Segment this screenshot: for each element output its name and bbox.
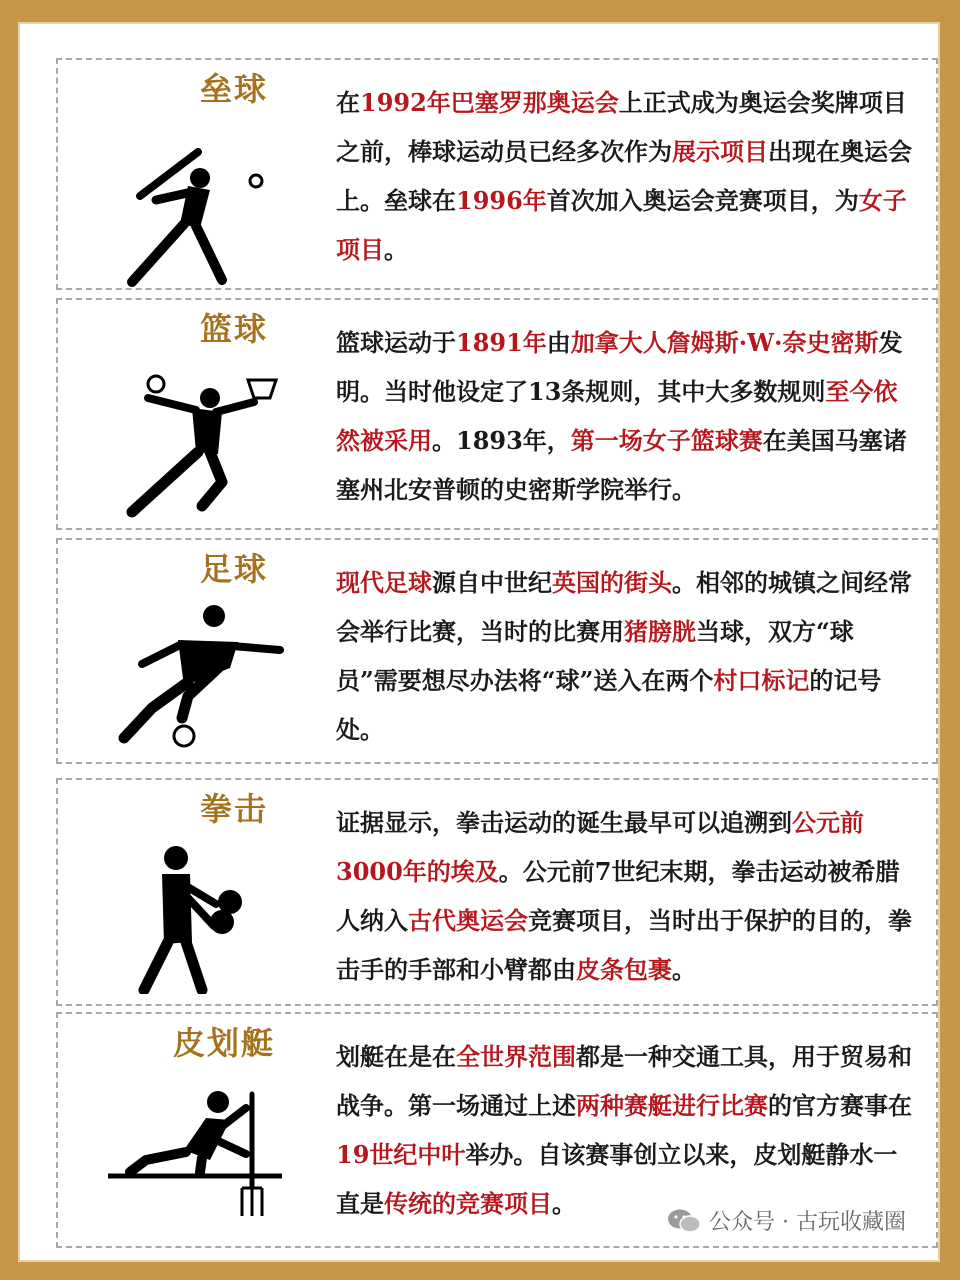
body-text-segment: 竞赛项目，当时出于保护的目的，拳击手的手部和小臂都由 (336, 906, 912, 984)
highlight-text: 英国的街头 (552, 568, 672, 597)
body-text-segment: 当球，双方“球员”需要想尽办法将“球”送入在两个 (336, 617, 854, 695)
card-description (336, 1032, 914, 1228)
highlight-text: 公元前3000年的埃及 (336, 808, 864, 886)
card-description (336, 798, 914, 994)
highlight-text: 19世纪中叶 (336, 1140, 466, 1169)
card-description (336, 558, 914, 754)
highlight-text: 皮条包裹 (576, 955, 672, 984)
card-title: 垒球 (199, 70, 268, 108)
card-title: 足球 (199, 550, 268, 588)
body-text-segment: 。1893年， (432, 426, 571, 455)
highlight-text: 村口标记 (713, 666, 810, 695)
highlight-text: 1996年 (456, 186, 547, 215)
body-text-segment: 首次加入奥运会竞赛项目，为 (546, 186, 859, 215)
basketball-player-icon (118, 372, 278, 522)
highlight-text: 1992年巴塞罗那奥运会 (360, 88, 619, 117)
highlight-text: 现代足球 (336, 568, 432, 597)
highlight-text: 第一场女子篮球赛 (570, 426, 763, 455)
highlight-text: 传统的竞赛项目 (384, 1189, 552, 1218)
body-text-segment: 。 (672, 955, 696, 984)
highlight-text: 至今依然被采用 (336, 377, 898, 455)
card-description (336, 78, 914, 274)
watermark-text: 公众号 · 古玩收藏圈 (709, 1210, 906, 1235)
card-description (336, 318, 914, 514)
boxer-icon (134, 844, 274, 994)
highlight-text: 全世界范围 (456, 1042, 576, 1071)
card-title: 皮划艇 (172, 1024, 275, 1062)
body-text-segment: 证据显示，拳击运动的诞生最早可以追溯到 (336, 808, 792, 837)
body-text-segment: 。 (552, 1189, 576, 1218)
body-text-segment: 发明。当时他设定了13条规则，其中大多数规则 (336, 328, 903, 406)
highlight-text: 加拿大人詹姆斯·W·奈史密斯 (570, 328, 879, 357)
body-text-segment: 的记号处。 (336, 666, 882, 744)
card-basketball (56, 298, 938, 530)
body-text-segment: 篮球运动于 (336, 328, 456, 357)
card-title: 拳击 (199, 790, 268, 828)
highlight-text: 猪膀胱 (624, 617, 696, 646)
highlight-text: 女子项目 (336, 186, 907, 264)
body-text-segment: 都是一种交通工具，用于贸易和战争。第一场通过上述 (336, 1042, 912, 1120)
highlight-text: 展示项目 (672, 137, 768, 166)
body-text-segment: 的官方赛事在 (768, 1091, 912, 1120)
canoe-paddler-icon (106, 1088, 286, 1232)
wechat-icon (667, 1208, 701, 1234)
body-text-segment: 由 (546, 328, 571, 357)
highlight-text: 两种赛艇进行比赛 (576, 1091, 768, 1120)
card-soccer (56, 538, 938, 764)
soccer-player-icon (118, 598, 288, 748)
softball-batter-icon (118, 148, 268, 292)
body-text-segment: 划艇在是在 (336, 1042, 456, 1071)
highlight-text: 1891年 (456, 328, 547, 357)
body-text-segment: 在美国马塞诸塞州北安普顿的史密斯学院举行。 (336, 426, 907, 504)
body-text-segment: 上正式成为奥运会奖牌项目之前，棒球运动员已经多次作为 (336, 88, 907, 166)
content-sheet (18, 22, 940, 1262)
body-text-segment: 。 (384, 235, 408, 264)
body-text-segment: 出现在奥运会上。垒球在 (336, 137, 912, 215)
body-text-segment: 举办。自该赛事创立以来，皮划艇静水一直是 (336, 1140, 898, 1218)
body-text-segment: 在 (336, 88, 360, 117)
body-text-segment: 。相邻的城镇之间经常会举行比赛，当时的比赛用 (336, 568, 912, 646)
card-title: 篮球 (199, 310, 268, 348)
body-text-segment: 。公元前7世纪末期，拳击运动被希腊人纳入 (336, 857, 900, 935)
card-boxing (56, 778, 938, 1006)
card-softball (56, 58, 938, 290)
watermark (667, 1205, 906, 1236)
highlight-text: 古代奥运会 (408, 906, 528, 935)
body-text-segment: 源自中世纪 (432, 568, 552, 597)
